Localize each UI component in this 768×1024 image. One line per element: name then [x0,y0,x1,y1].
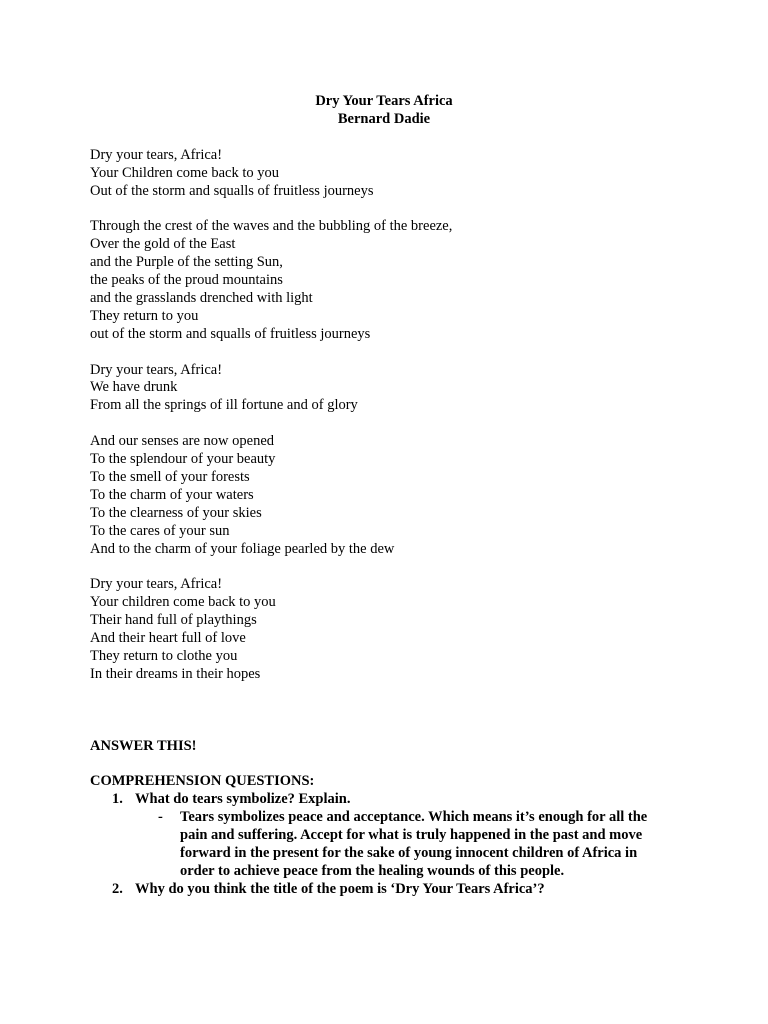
stanza-2 [90,218,690,343]
poem-line: Their hand full of playthings [90,612,257,629]
poem-line: They return to clothe you [90,648,238,665]
stanza-4 [90,433,690,558]
poem-line: And to the charm of your foliage pearled by the dew [90,540,395,557]
poem-line: And our senses are now opened [90,433,275,450]
comprehension-heading: COMPREHENSION QUESTIONS: [90,773,315,790]
answer-bullet: - [158,809,163,826]
poem-line: Your Children come back to you [90,164,280,181]
stanza-1 [90,147,690,201]
poem-line: Your children come back to you [90,594,276,611]
question-number: 2. [112,880,123,897]
question-text: Why do you think the title of the poem is ‘Dry Your Tears Africa’? [135,880,545,897]
poem-line: Dry your tears, Africa! [90,146,223,163]
stanza-5 [90,576,690,683]
answer-1 [90,809,690,881]
document-page [90,93,690,899]
poem-line: and the grasslands drenched with light [90,289,313,306]
poem-line: To the splendour of your beauty [90,451,276,468]
poem-line: and the Purple of the setting Sun, [90,254,283,271]
poem-line: We have drunk [90,379,178,396]
poem-line: And their heart full of love [90,630,246,647]
poem-line: out of the storm and squalls of fruitless journeys [90,325,371,342]
poem-line: From all the springs of ill fortune and of glory [90,397,358,414]
poem-line: Dry your tears, Africa! [90,576,223,593]
answer-line: order to achieve peace from the healing wounds of this people. [180,862,565,879]
poem-line: Out of the storm and squalls of fruitless journeys [90,182,374,199]
poem-line: To the smell of your forests [90,468,250,485]
question-1 [90,791,690,809]
poem-line: the peaks of the proud mountains [90,272,283,289]
question-number: 1. [112,791,123,808]
poem-title: Dry Your Tears Africa [315,93,453,109]
answer-line: Tears symbolizes peace and acceptance. Which means it’s enough for all the [180,809,648,826]
poem-line: Dry your tears, Africa! [90,361,223,378]
stanza-3 [90,362,690,416]
poem-line: To the cares of your sun [90,522,230,539]
answer-line: pain and suffering. Accept for what is truly happened in the past and move [180,827,643,844]
answer-line: forward in the present for the sake of young innocent children of Africa in [180,844,638,861]
poem-line: To the charm of your waters [90,486,254,503]
title-block [90,93,678,129]
poem-line: They return to you [90,307,199,324]
poem-author: Bernard Dadie [337,110,431,127]
answer-instruction: ANSWER THIS! [90,737,197,754]
question-text: What do tears symbolize? Explain. [135,791,351,808]
poem-line: To the clearness of your skies [90,504,262,521]
question-2 [90,881,690,899]
poem-line: Over the gold of the East [90,236,236,253]
poem-line: Through the crest of the waves and the bubbling of the breeze, [90,218,453,235]
poem-line: In their dreams in their hopes [90,665,261,682]
